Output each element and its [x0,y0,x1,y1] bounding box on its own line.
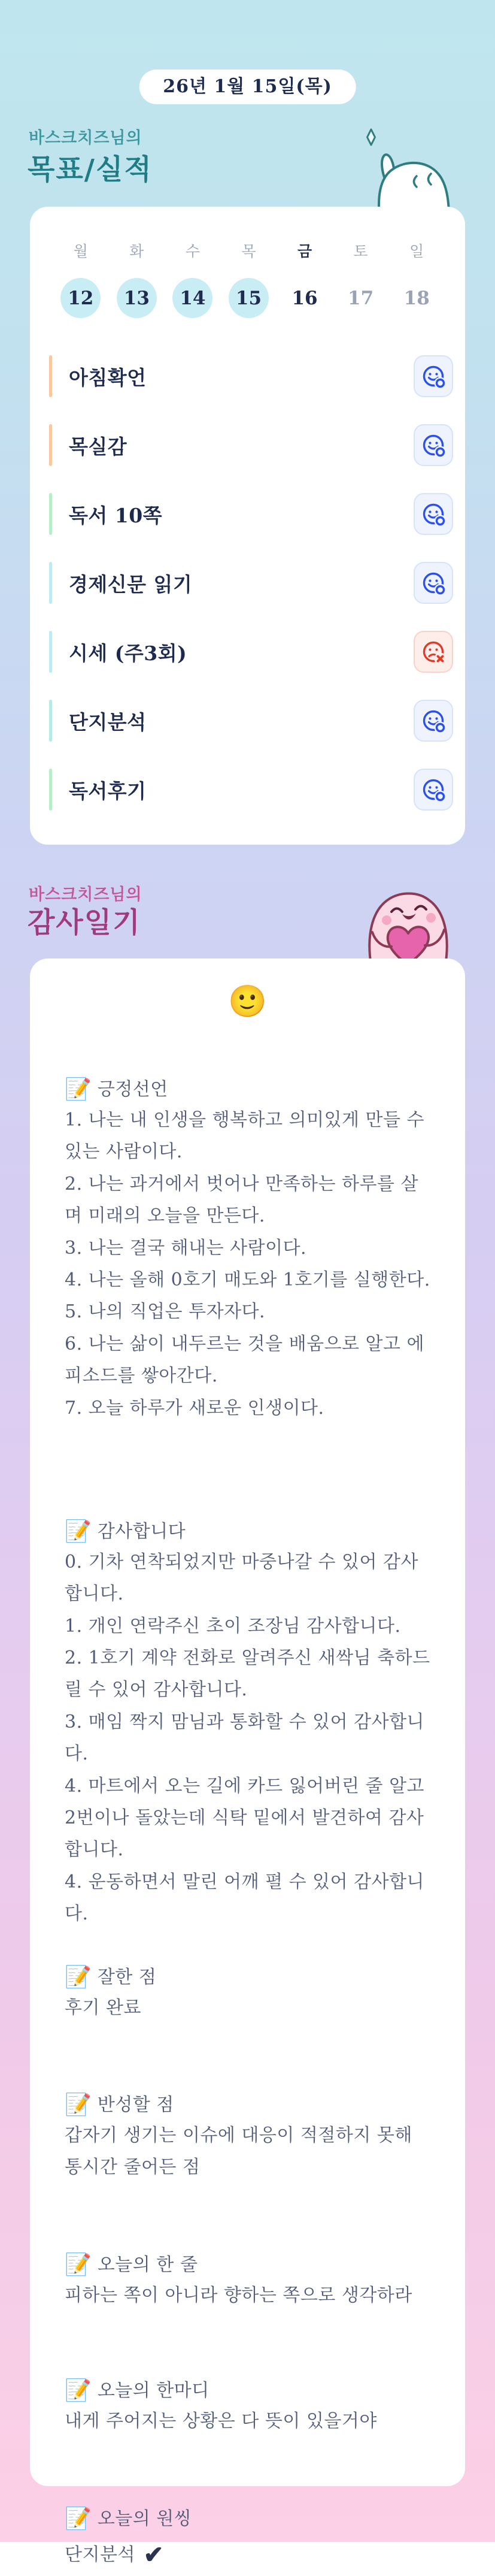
task-row[interactable] [49,493,453,535]
ghost-mascot-illustration [353,127,461,217]
entry-line: 2. 1호기 계약 전화로 알려주신 새싹님 축하드릴 수 있어 감사합니다. [65,1647,430,1701]
check-mark-icon: ✔ [143,2540,164,2569]
entry-line: 0. 기차 연착되었지만 마중나갈 수 있어 감사합니다. [65,1551,418,1605]
task-accent-bar [49,769,52,811]
memo-icon: 📝 [65,2092,92,2117]
diary-entry-gratitude [65,1517,430,1930]
task-label: 목실감 [69,434,127,458]
entry-line: 2. 나는 과거에서 벗어나 만족하는 하루를 살며 미래의 오늘을 만든다. [65,1173,418,1227]
diary-entry-reflection [65,2091,430,2184]
entry-line: 4. 운동하면서 말린 어깨 펼 수 있어 감사합니다. [65,1871,425,1925]
calendar-date-12[interactable]: 12 [53,278,109,318]
calendar-day-sat: 토 [353,243,368,260]
entry-heading: 감사합니다 [97,1520,186,1542]
task-accent-bar [49,700,52,742]
task-status-frown-icon[interactable] [414,631,453,673]
memo-icon: 📝 [65,1519,92,1544]
entry-line: 1. 개인 연락주신 초이 조장님 감사합니다. [65,1615,401,1637]
task-row[interactable] [49,355,453,397]
memo-icon: 📝 [65,2506,92,2531]
task-accent-bar [49,631,52,673]
task-row[interactable] [49,769,453,811]
diary-entry-positive-declaration [65,1075,430,1424]
entry-line: 3. 매임 짝지 맘님과 통화할 수 있어 감사합니다. [65,1711,425,1765]
entry-heading: 잘한 점 [97,1966,157,1988]
entry-heading: 오늘의 한 줄 [97,2254,198,2275]
entry-heading: 오늘의 원씽 [97,2508,192,2529]
task-status-smiley-icon[interactable] [414,493,453,535]
calendar-date-18[interactable]: 18 [403,287,430,309]
task-status-smiley-icon[interactable] [414,355,453,397]
calendar-date-17[interactable]: 17 [348,287,374,309]
entry-line: 단지분석 ✔ [65,2540,164,2569]
task-row[interactable] [49,424,453,466]
calendar-date-15[interactable]: 15 [221,278,277,318]
task-label: 시세 (주3회) [69,641,187,665]
task-label: 경제신문 읽기 [69,572,193,596]
task-row[interactable] [49,700,453,742]
entry-line: 피하는 쪽이 아니라 향하는 쪽으로 생각하라 [65,2284,412,2306]
diary-entry-one-thing [65,2505,430,2576]
diary-entry-line-of-day [65,2251,430,2311]
task-row[interactable] [49,631,453,673]
entry-line: 3. 나는 결국 해내는 사람이다. [65,1237,307,1259]
entry-line: 4. 나는 올해 0호기 매도와 1호기를 실행한다. [65,1269,430,1290]
task-accent-bar [49,493,52,535]
diary-entry-word-of-day [65,2377,430,2437]
task-label: 독서 10쪽 [69,503,163,527]
entry-heading: 오늘의 한마디 [97,2380,209,2402]
calendar-date-14[interactable]: 14 [165,278,221,318]
calendar-day-mon: 월 [73,243,88,260]
calendar-day-wed: 수 [185,243,200,260]
task-status-smiley-icon[interactable] [414,424,453,466]
task-label: 아침확언 [69,365,147,389]
memo-icon: 📝 [65,1964,92,1990]
date-badge: 26년 1월 15일(목) [139,69,356,104]
entry-line: 내게 주어지는 상황은 다 뜻이 있을거야 [65,2411,377,2432]
entry-line: 7. 오늘 하루가 새로운 인생이다. [65,1397,324,1419]
goal-section-owner: 바스크치즈님의 [29,129,142,147]
entry-line: 5. 나의 직업은 투자자다. [65,1301,266,1323]
goal-card [30,207,465,845]
entry-heading: 반성할 점 [97,2094,174,2115]
entry-line: 후기 완료 [65,1997,141,2018]
calendar-dates [49,278,453,318]
task-accent-bar [49,355,52,397]
calendar-day-fri: 금 [297,243,312,260]
task-label: 단지분석 [69,710,147,734]
calendar-day-tue: 화 [129,243,144,260]
calendar-date-16[interactable]: 16 [291,287,318,309]
entry-line: 4. 마트에서 오는 길에 카드 잃어버린 줄 알고 2번이나 돌았는데 식탁 밑에서 발견하여 감사합니다. [65,1775,425,1861]
heart-hug-mascot-illustration [354,875,462,966]
task-row[interactable] [49,562,453,604]
memo-icon: 📝 [65,1077,92,1102]
memo-icon: 📝 [65,2252,92,2277]
calendar-day-names [49,240,453,261]
mood-emoji: 🙂 [228,984,267,1020]
calendar-day-thu: 목 [241,243,256,260]
entry-line: 갑자기 생기는 이슈에 대응이 적절하지 못해 통시간 줄어든 점 [65,2124,412,2178]
calendar-day-sun: 일 [409,243,424,260]
diary-entry-done-well [65,1963,430,2024]
entry-line: 6. 나는 삶이 내두르는 것을 배움으로 알고 에피소드를 쌓아간다. [65,1333,425,1387]
goal-section-title: 목표/실적 [28,153,153,186]
task-accent-bar [49,424,52,466]
memo-icon: 📝 [65,2378,92,2403]
diary-card [30,959,465,2569]
task-status-smiley-icon[interactable] [414,700,453,742]
task-accent-bar [49,562,52,604]
task-status-smiley-icon[interactable] [414,769,453,811]
calendar-date-13[interactable]: 13 [109,278,165,318]
task-status-smiley-icon[interactable] [414,562,453,604]
entry-heading: 긍정선언 [97,1079,168,1100]
entry-line: 1. 나는 내 인생을 행복하고 의미있게 만들 수 있는 사람이다. [65,1109,425,1163]
diary-section-title: 감사일기 [28,906,141,939]
diary-section-owner: 바스크치즈님의 [29,885,142,904]
task-label: 독서후기 [69,779,147,803]
task-list [49,355,453,811]
